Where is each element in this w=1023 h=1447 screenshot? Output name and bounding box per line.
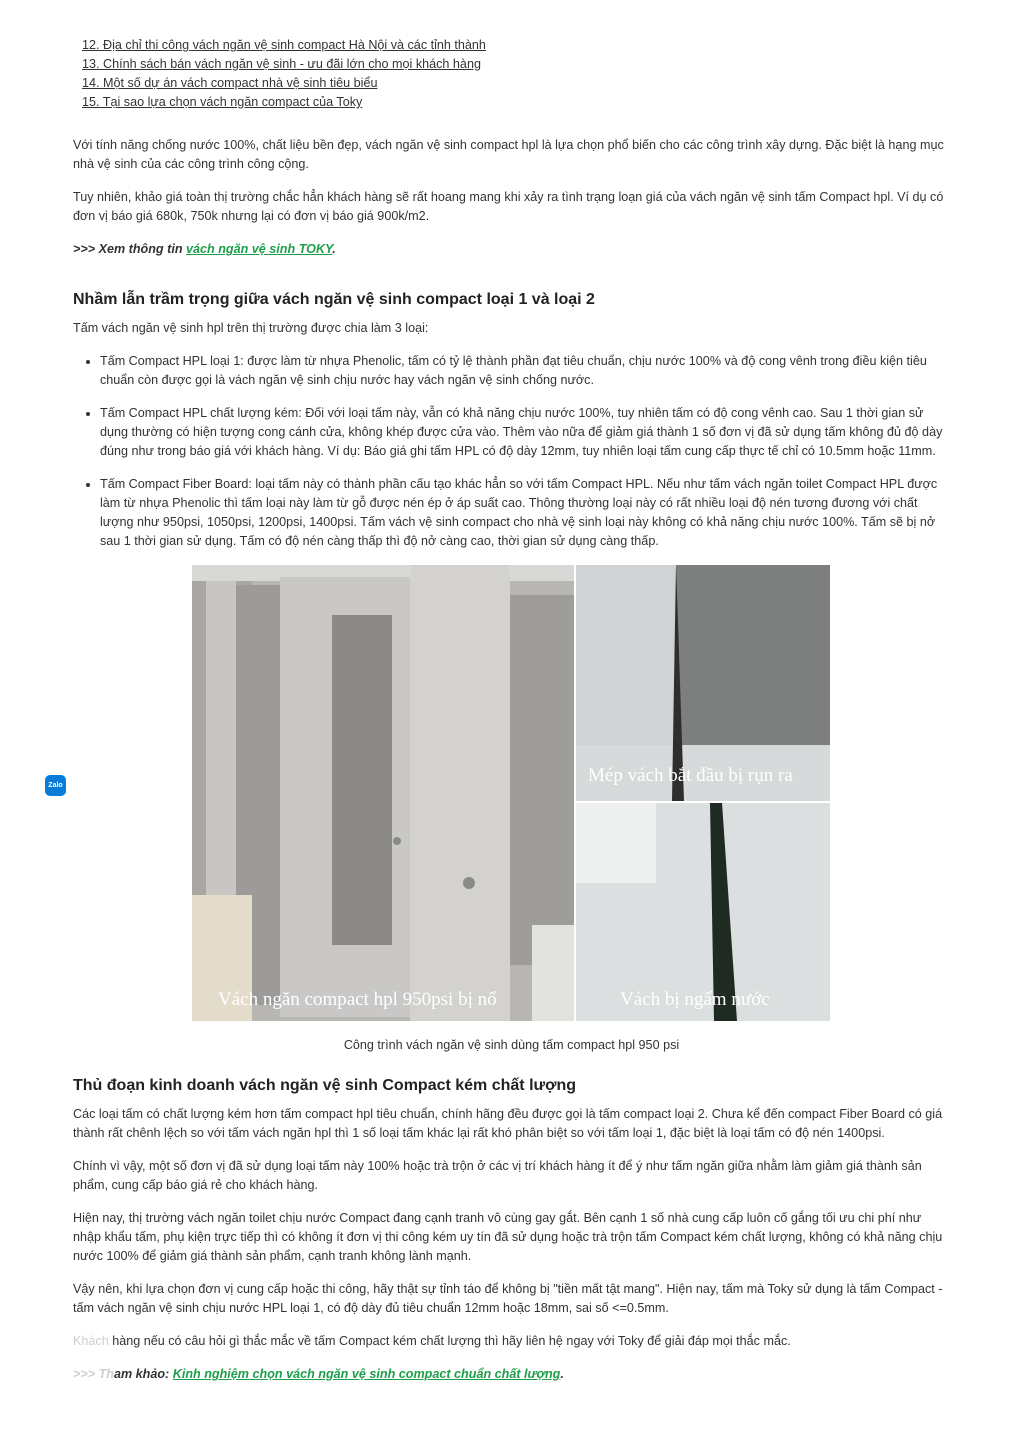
panel-types-list xyxy=(73,352,950,551)
section2-heading: Thủ đoạn kinh doanh vách ngăn vệ sinh Compact kém chất lượng xyxy=(73,1077,577,1094)
toc-item[interactable] xyxy=(82,74,950,93)
photo-label-bottom-right: Vách bị ngấm nước xyxy=(620,989,770,1010)
toc-link-13[interactable]: 13. Chính sách bán vách ngăn vệ sinh - ưu đãi lớn cho mọi khách hàng xyxy=(82,57,481,71)
toc-item[interactable] xyxy=(82,93,950,112)
see-more-prefix: >>> Xem thông tin xyxy=(73,242,187,256)
section2-paragraph: Vậy nên, khi lựa chọn đơn vị cung cấp hoặc thi công, hãy thật sự tỉnh táo để không bị "tiền mất tật mang". Hiện nay, tấm mà Toky sử dụng là tấm Compact - tấm vách ngăn vệ sinh chịu nước HPL loại 1, có độ dày đủ tiêu chuẩn 12mm hoặc 18mm, sai số <=0.5mm. xyxy=(73,1282,943,1315)
toc-item[interactable] xyxy=(82,36,950,55)
section1-intro: Tấm vách ngăn vệ sinh hpl trên thị trường được chia làm 3 loại: xyxy=(73,321,429,335)
reference-line xyxy=(73,1365,950,1384)
section2-paragraph: Chính vì vậy, một số đơn vị đã sử dụng loại tấm này 100% hoặc trà trộn ở các vị trí khách hàng ít để ý như tấm ngăn giữa nhằm làm giảm giá thành sản phẩm, cung cấp báo giá rẻ cho khách hàng. xyxy=(73,1159,922,1192)
toc-item[interactable] xyxy=(82,55,950,74)
faded-text: Khách xyxy=(73,1334,109,1348)
zalo-chat-icon[interactable]: Zalo xyxy=(45,775,66,796)
table-of-contents xyxy=(73,36,950,112)
reference-suffix: . xyxy=(560,1367,564,1381)
list-item: • Tấm Compact HPL chất lượng kém: Đối với loại tấm này, vẫn có khả năng chịu nước 100%, tuy nhiên tấm có độ cong vênh cao. Sau 1 thời gian sử dụng thường có hiện tượng cong cánh cửa, không khép được cửa vào. Thêm vào nữa để giảm giá thành 1 số đơn vị đã sử dụng tấm không đủ độ dày đúng như trong báo giá với khách hàng. Ví dụ: Báo giá ghi tấm HPL có độ dày 12mm, tuy nhiên loại tấm cung cấp thực tế chỉ có 10.5mm hoặc 11mm. xyxy=(100,404,950,461)
toc-link-14[interactable]: 14. Một số dự án vách compact nhà vệ sinh tiêu biểu xyxy=(82,76,378,90)
photo-label-top-right: Mép vách bắt đầu bị rụn ra xyxy=(588,765,793,786)
section1-heading: Nhầm lẫn trầm trọng giữa vách ngăn vệ sinh compact loại 1 và loại 2 xyxy=(73,291,595,308)
toc-link-15[interactable]: 15. Tại sao lựa chọn vách ngăn compact của Toky xyxy=(82,95,363,109)
section2 xyxy=(73,1075,950,1384)
intro-paragraph: Với tính năng chống nước 100%, chất liệu bền đẹp, vách ngăn vệ sinh compact hpl là lựa chọn phổ biến cho các công trình xây dựng. Đặc biệt là hạng mục nhà vệ sinh của các công trình công cộng. xyxy=(73,138,944,171)
section2-paragraph: Các loại tấm có chất lượng kém hơn tấm compact hpl tiêu chuẩn, chính hãng đều được gọi là tấm compact loại 2. Chưa kể đến compact Fiber Board có giá thành rất chênh lệch so với tấm vách ngăn hpl thì 1 số loại tấm khác lại rất khó phân biệt so với tấm loại 1, đặc biệt là loại tấm có độ nén 1400psi. xyxy=(73,1107,943,1140)
list-item: • Tấm Compact HPL loại 1: được làm từ nhựa Phenolic, tấm có tỷ lệ thành phần đạt tiêu chuẩn, chịu nước 100% và độ cong vênh trong điều kiện tiêu chuẩn còn được gọi là vách ngăn vệ sinh chịu nước hay vách ngăn vệ sinh chống nước. xyxy=(100,352,950,390)
photo-label-left: Vách ngăn compact hpl 950psi bị nổ xyxy=(218,989,497,1010)
reference-link[interactable]: Kinh nghiệm chọn vách ngăn vệ sinh compact chuẩn chất lượng xyxy=(172,1367,561,1381)
list-item: • Tấm Compact Fiber Board: loại tấm này có thành phần cấu tạo khác hẳn so với tấm Compact HPL. Nếu như tấm vách ngăn toilet Compact HPL được làm từ nhựa Phenolic thì tấm loại này làm từ gỗ được nén ép ở áp suất cao. Thông thường loại này có rất nhiều loại độ nén tương đương với chất lượng như 950psi, 1050psi, 1200psi, 1400psi. Tấm vách vệ sinh compact cho nhà vệ sinh loại này không có khả năng chịu nước 100%. Tấm sẽ bị nở sau 1 thời gian sử dụng. Tấm có độ nén càng thấp thì độ nở càng cao, thời gian sử dụng càng thấp. xyxy=(100,475,950,551)
see-more-link[interactable]: vách ngăn vệ sinh TOKY xyxy=(186,242,333,256)
toilet-partition-photo xyxy=(192,565,830,1021)
contact-paragraph xyxy=(73,1332,950,1351)
price-paragraph: Tuy nhiên, khảo giá toàn thị trường chắc hẳn khách hàng sẽ rất hoang mang khi xảy ra tình trạng loạn giá của vách ngăn vệ sinh tấm Compact hpl. Ví dụ có đơn vị báo giá 680k, 750k nhưng lại có đơn vị báo giá 900k/m2. xyxy=(73,190,944,223)
see-more-line xyxy=(73,240,950,259)
section2-paragraph: Hiện nay, thị trường vách ngăn toilet chịu nước Compact đang cạnh tranh vô cùng gay gắt. Bên cạnh 1 số nhà cung cấp luôn cố gắng tối ưu chi phí như nhập khẩu tấm, phụ kiện trực tiếp thì có không ít đơn vị thi công kém uy tín đã sử dụng hoặc trà trộn tấm Compact kém chất lượng, không có khả năng chịu nước 100% để giảm giá thành sản phẩm, cạnh tranh không lành mạnh. xyxy=(73,1211,943,1263)
article-content xyxy=(73,28,950,1381)
toc-link-12[interactable]: 12. Địa chỉ thi công vách ngăn vệ sinh compact Hà Nội và các tỉnh thành xyxy=(82,38,486,52)
reference-prefix: am khảo: xyxy=(113,1367,173,1381)
faded-text: >>> Th xyxy=(73,1367,114,1381)
contact-text: hàng nếu có câu hỏi gì thắc mắc về tấm Compact kém chất lượng thì hãy liên hệ ngay với Toky để giải đáp mọi thắc mắc. xyxy=(108,1334,791,1348)
see-more-suffix: . xyxy=(332,242,336,256)
figure-caption: Công trình vách ngăn vệ sinh dùng tấm compact hpl 950 psi xyxy=(343,1038,680,1052)
